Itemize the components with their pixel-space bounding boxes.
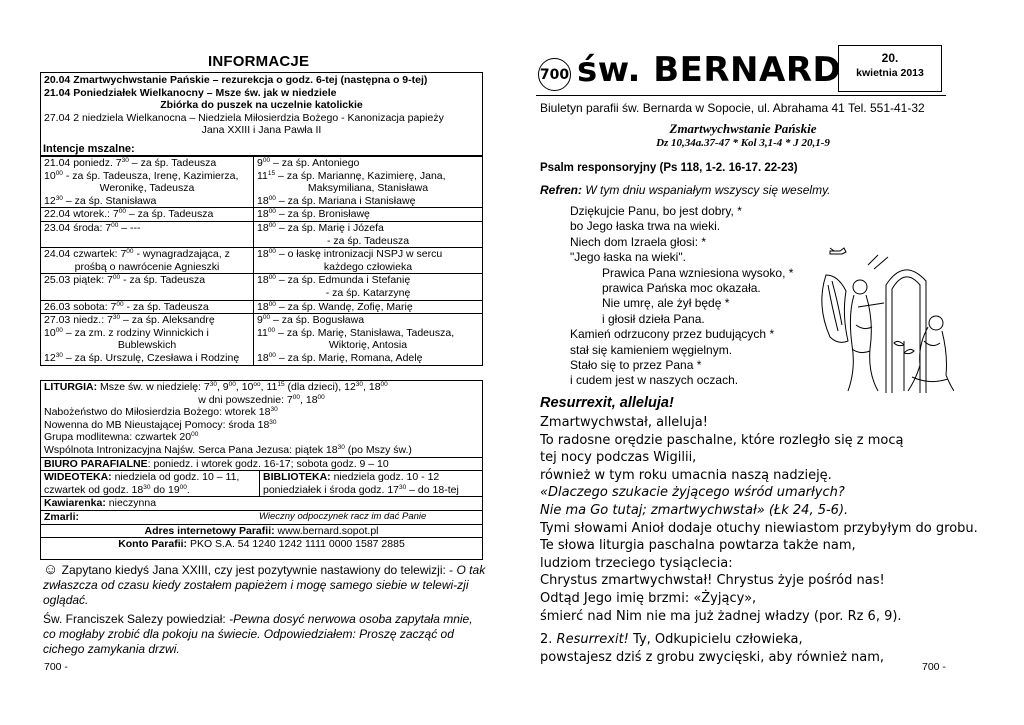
psalm-verses	[570, 204, 793, 389]
mass-evening-cell: $18^{00}$ – za śp. Edmunda i Stefanię - za śp. Katarzynę	[254, 274, 483, 300]
weekday-mass-times: w dni powszednie: $7^{00}$, $18^{00}$	[198, 393, 325, 406]
psalm-verse-line: Nie umrę, ale żył będę *	[602, 296, 730, 311]
mass-morning-cell: 21.04 poniedz. $7^{30}$ – za śp. Tadeusza $10^{00}$ - za śp. Tadeusza, Irenę, Kazimierza, Weronikę, Tadeusza $12^{30}$ – za śp. Stanisława	[41, 157, 254, 208]
liturgy-box	[40, 380, 483, 560]
smiley-icon: ☺	[43, 561, 59, 578]
mass-morning-cell: 27.03 niedz.: $7^{30}$ – za śp. Aleksandrę $10^{00}$ – za zm. z rodziny Winnickich i Bublewskich $12^{30}$ – za śp. Urszulę, Czesława i Rodzinę	[41, 314, 254, 365]
deceased-row: Zmarli: Wieczny odpoczynek racz im dać Panie	[41, 511, 482, 525]
announcement-canonization: Jana XXIII i Jana Pawła II	[201, 124, 322, 137]
parish-office: BIURO PARAFIALNE: poniedz. i wtorek godz. 16-17; sobota godz. 9 – 10	[41, 458, 482, 472]
video-library-row	[41, 471, 482, 497]
website-link[interactable]: www.bernard.sopot.pl	[274, 524, 379, 537]
announcement-easter: 20.04 Zmartwychwstanie Pańskie – rezurekcja o godz. 6-tej (następna o 9-tej)	[44, 74, 428, 86]
mass-evening-cell: $18^{00}$ – za śp. Bronisławę	[254, 208, 483, 222]
psalm-heading: Psalm responsoryjny (Ps 118, 1-2. 16-17. 22-23)	[540, 162, 798, 174]
mass-row	[41, 208, 483, 222]
refrain-label: Refren:	[540, 183, 583, 197]
readings-refs: Dz 10,34a.37-47 * Kol 3,1-4 * J 20,1-9	[656, 137, 830, 149]
mass-evening-cell: $18^{00}$ – o łaskę intronizacji NSPJ w sercu każdego człowieka	[254, 248, 483, 274]
bulletin-subtitle: Biuletyn parafii św. Bernarda w Sopocie, ul. Abrahama 41 Tel. 551-41-32	[540, 101, 925, 115]
article-line: również w tym roku umacnia naszą nadzieję.	[540, 467, 832, 483]
account-row: Konto Parafii: PKO S.A. 54 1240 1242 1111 0000 1587 2885	[118, 538, 405, 551]
issue-month: kwietnia 2013	[856, 67, 924, 79]
paragraph-2-line-2: powstajesz dziś z grobu zwycięski, aby również nam,	[540, 649, 885, 665]
psalm-verse-line: bo Jego łaska trwa na wieki.	[570, 219, 721, 234]
article-line: Odtąd Jego imię brzmi: «Żyjący»,	[540, 590, 757, 606]
annunciation-illustration-icon	[808, 245, 954, 393]
prayer-group: Grupa modlitewna: czwartek $20^{00}$	[44, 431, 199, 444]
issue-number: 700	[538, 58, 571, 91]
liturgy-label: LITURGIA:	[44, 381, 98, 393]
psalm-verse-line: Kamień odrzucony przez budujących *	[570, 327, 775, 342]
cafe-row: Kawiarenka: nieczynna	[41, 497, 482, 511]
quote-john-xxiii: ☺ Zapytano kiedyś Jana XXIII, czy jest pozytywnie nastawiony do telewizji: - O tak zwłaszcza od czasu kiedy zostałem papieżem i mogę samego siebie w telewi-zji oglądać.	[43, 561, 486, 607]
info-title: INFORMACJE	[208, 53, 310, 70]
announcement-easter-monday: 21.04 Poniedziałek Wielkanocny – Msze św. jak w niedziele	[44, 86, 337, 99]
issue-date-box	[838, 45, 942, 92]
psalm-verse-line: i cudem jest w naszych oczach.	[570, 373, 739, 388]
page-number-left: 700 -	[44, 661, 68, 673]
article-line: Te słowa liturgia paschalna powtarza także nam,	[540, 538, 856, 554]
video-library: WIDEOTEKA: niedziela od godz. 10 – 11, czwartek od godz. $18^{30}$ do $19^{00}$.	[41, 471, 260, 496]
mass-evening-cell: $18^{00}$ – za śp. Wandę, Zofię, Marię	[254, 300, 483, 314]
website-row: Adres internetowy Parafii: www.bernard.sopot.pl	[41, 525, 482, 539]
article-line: To radosne orędzie paschalne, które rozległo się z mocą	[540, 432, 904, 448]
mass-row	[41, 314, 483, 365]
mass-row	[41, 300, 483, 314]
article-line: ludziom trzeciego tysiąclecia:	[540, 555, 733, 571]
mass-evening-cell: $9^{00}$ – za śp. Bogusława $11^{00}$ – za śp. Marię, Stanisława, Tadeusza, Wiktorię, Antosia $18^{00}$ – za śp. Marię, Romana, Adelę	[254, 314, 483, 365]
sunday-mass-times: Msze św. w niedzielę: $7^{30}$, $9^{00}$, $10^{oo}$, $11^{15}$ (dla dzieci), $12^{30}$, $18^{00}$	[97, 381, 388, 393]
psalm-verse-line: Dziękujcie Panu, bo jest dobry, *	[570, 204, 742, 218]
article-line: śmierć nad Nim nie ma już żadnej władzy (por. Rz 6, 9).	[540, 608, 902, 624]
mass-evening-cell: $18^{00}$ – za śp. Marię i Józefa - za śp. Tadeusza	[254, 221, 483, 247]
refrain-text: W tym dniu wspaniałym wszyscy się weselmy.	[582, 183, 831, 197]
mass-morning-cell: 22.04 wtorek.: $7^{00}$ – za śp. Tadeusza	[41, 208, 254, 222]
article-line: Nie ma Go tutaj; zmartwychwstał» (Łk 24, 5-6).	[540, 502, 849, 518]
library: BIBLIOTEKA: niedziela godz. 10 - 12 poniedziałek i środa godz. $17^{30}$ – do 18-tej	[263, 471, 459, 496]
refrain	[540, 183, 831, 197]
quote-francis-de-sales: Św. Franciszek Salezy powiedział: -Pewna dosyć nerwowa osoba zapytała mnie, co mogłaby zrobić dla pokoju na świecie. Odpowiedziałem: Proszę zacząć od cichego zamykania drzwi.	[43, 612, 473, 656]
novena-service: Nowenna do MB Nieustającej Pomocy: środa $18^{30}$	[44, 418, 277, 431]
enthronement-community: Wspólnota Intronizacyjna Najśw. Serca Pana Jezusa: piątek $18^{30}$ (po Mszy św.)	[44, 443, 412, 456]
mass-morning-cell: 23.04 środa: $7^{00}$ – ---	[41, 221, 254, 247]
divine-mercy-service: Nabożeństwo do Miłosierdzia Bożego: wtorek $18^{30}$	[44, 406, 278, 419]
mass-morning-cell: 25.03 piątek: $7^{00}$ - za śp. Tadeusza	[41, 274, 254, 300]
masthead-title: św. BERNARD	[577, 50, 842, 90]
article-line: Chrystus zmartwychwstał! Chrystus żyje pośród nas!	[540, 573, 885, 589]
mass-evening-cell: $9^{00}$ – za śp. Antoniego $11^{15}$ – za śp. Mariannę, Kazimierę, Jana, Maksymiliana, Stanisława $18^{00}$ – za śp. Mariana i Stanisławę	[254, 157, 483, 208]
liturgy-section	[41, 381, 482, 458]
psalm-verse-line: stał się kamieniem węgielnym.	[570, 342, 733, 357]
mass-row	[41, 274, 483, 300]
psalm-verse-line: "Jego łaska na wieki".	[570, 250, 686, 265]
article-body	[540, 414, 978, 666]
article-line: tej nocy podczas Wigilii,	[540, 450, 697, 466]
announcement-divine-mercy: 27.04 2 niedziela Wielkanocna – Niedziela Miłosierdzia Bożego - Kanonizacja papieży	[44, 111, 444, 124]
mass-intentions-label: Intencje mszalne:	[43, 143, 135, 155]
paragraph-2-line-1: 2. Resurrexit! Ty, Odkupicielu człowieka,	[540, 632, 803, 648]
page-number-right: 700 -	[922, 661, 946, 673]
feast-title: Zmartwychwstanie Pańskie	[669, 121, 817, 136]
mass-row	[41, 157, 483, 208]
mass-row	[41, 248, 483, 274]
psalm-verse-line: i głosił dzieła Pana.	[602, 311, 705, 326]
article-line: «Dlaczego szukacie żyjącego wśród umarłych?	[540, 485, 845, 501]
article-line: Tymi słowami Anioł dodaje otuchy niewiastom przybyłym do grobu.	[540, 520, 978, 536]
mass-intentions-table	[40, 156, 483, 366]
article-title: Resurrexit, alleluja!	[540, 395, 674, 411]
issue-day: 20.	[881, 51, 899, 65]
mass-morning-cell: 26.03 sobota: $7^{00}$ - za śp. Tadeusza	[41, 300, 254, 314]
masthead-rule	[536, 95, 946, 96]
article-line: Zmartwychwstał, alleluja!	[540, 415, 708, 430]
psalm-verse-line: Niech dom Izraela głosi: *	[570, 234, 707, 249]
announcement-collection: Zbiórka do puszek na uczelnie katolickie	[160, 99, 363, 112]
psalm-verse-line: Stało się to przez Pana *	[570, 358, 702, 373]
mass-row	[41, 221, 483, 247]
psalm-verse-line: Prawica Pana wzniesiona wysoko, *	[602, 265, 794, 280]
mass-morning-cell: 24.04 czwartek: $7^{00}$ - wynagradzająca, z prośbą o nawrócenie Agnieszki	[41, 248, 254, 274]
psalm-verse-line: prawica Pańska moc okazała.	[602, 281, 761, 296]
